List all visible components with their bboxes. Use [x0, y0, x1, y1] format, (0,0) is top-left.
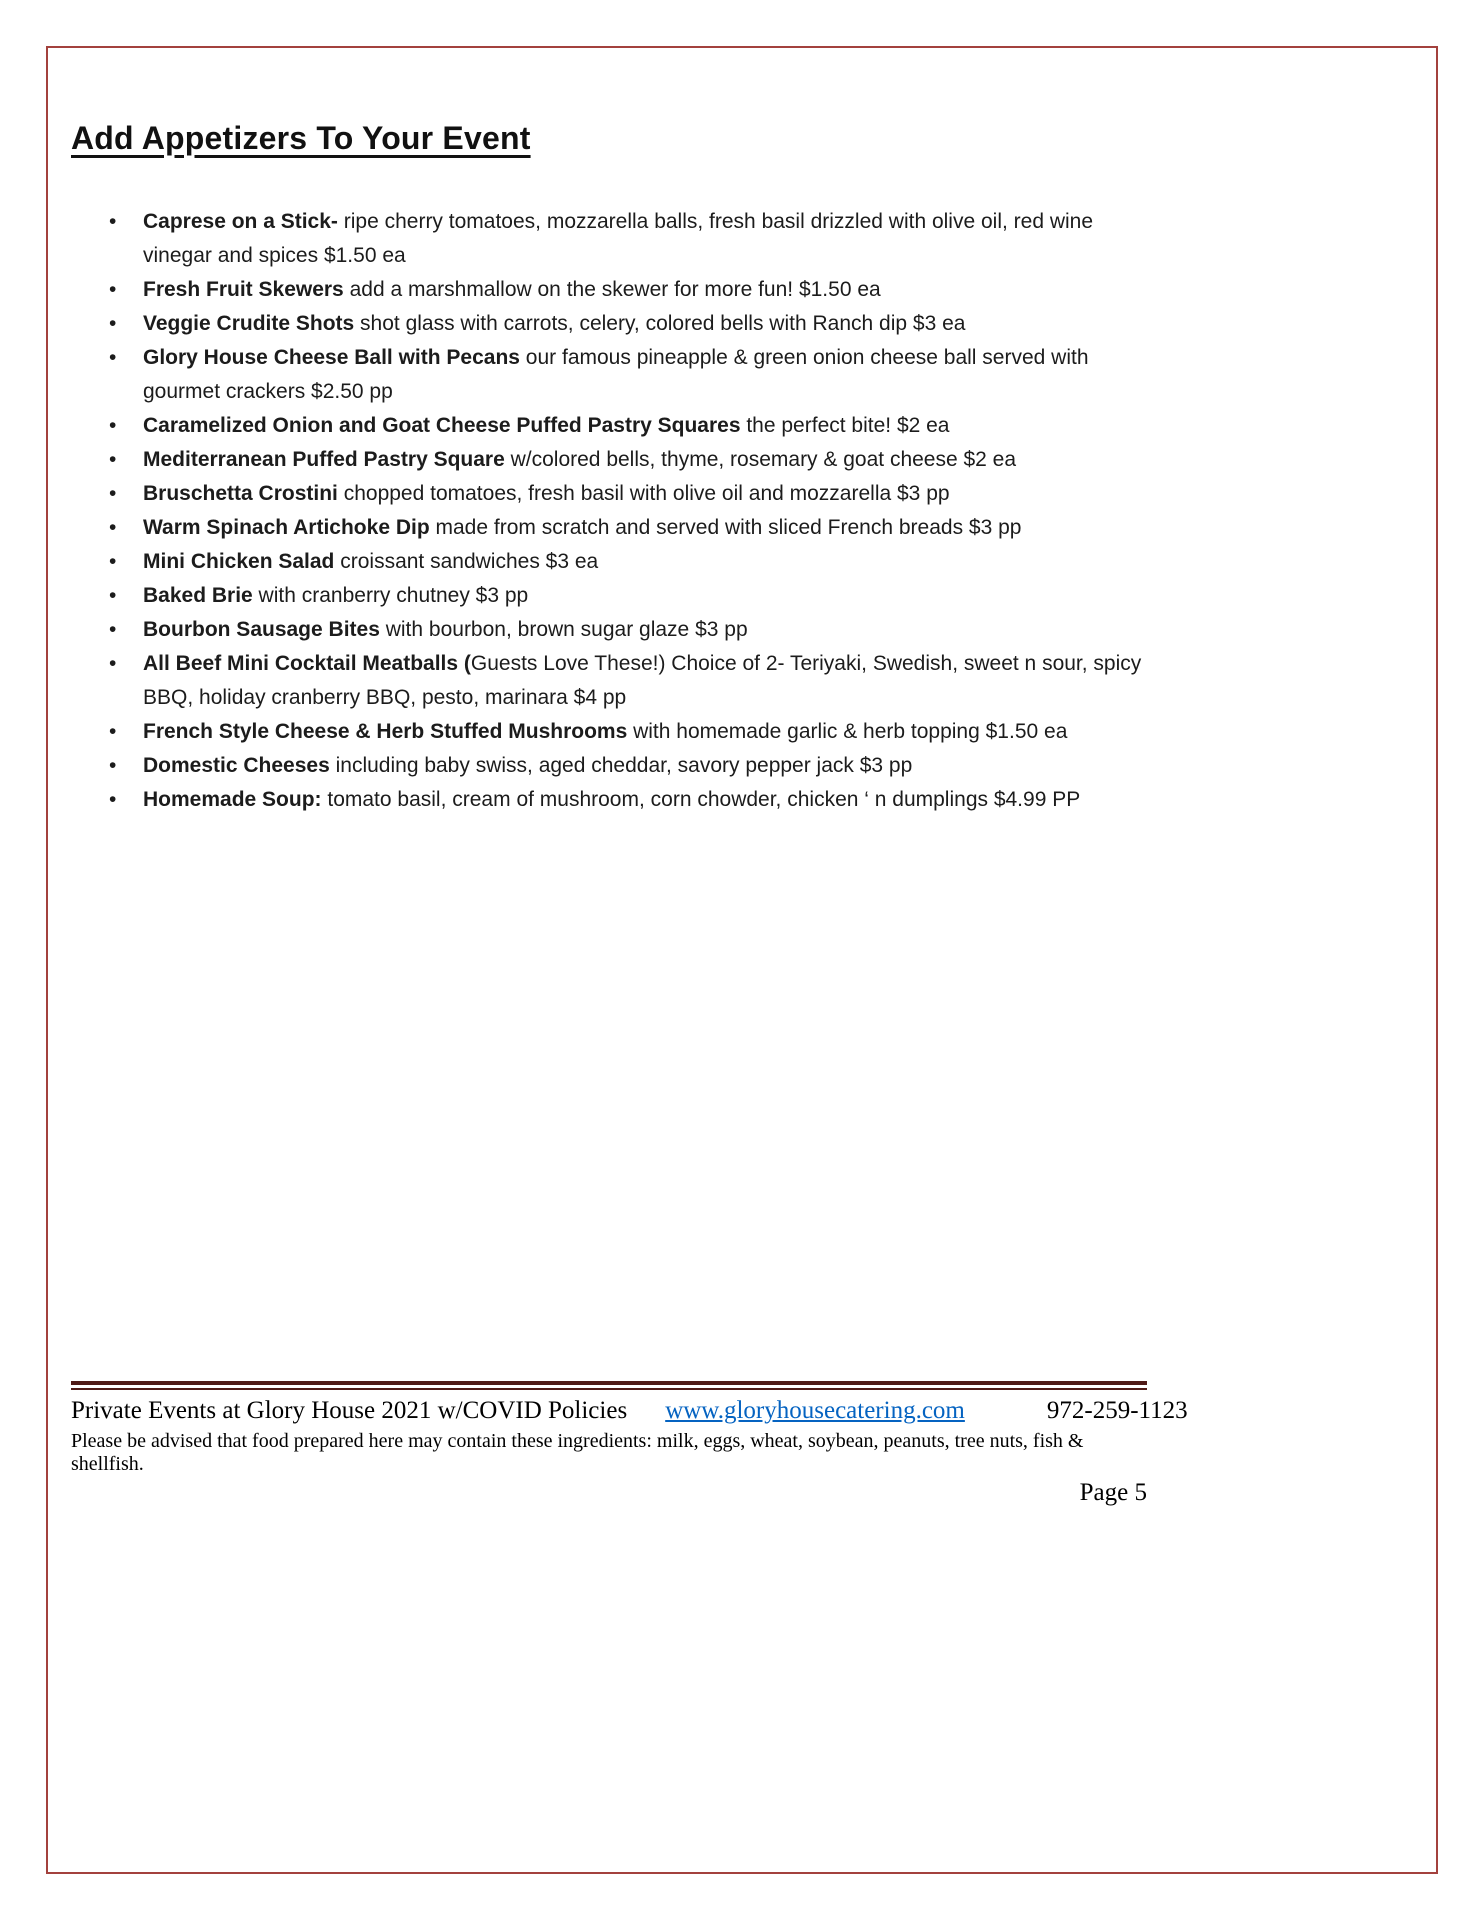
- item-name: Mediterranean Puffed Pastry Square: [143, 448, 505, 471]
- allergen-notice: Please be advised that food prepared here may contain these ingredients: milk, eggs, wheat, soybean, peanuts, tree nuts, fish & shellfish.: [71, 1430, 1084, 1475]
- item-name: Domestic Cheeses: [143, 754, 330, 777]
- list-item: [71, 613, 1156, 647]
- list-item: [71, 749, 1156, 783]
- item-name: French Style Cheese & Herb Stuffed Mushrooms: [143, 720, 628, 743]
- item-name: Fresh Fruit Skewers: [143, 278, 344, 301]
- item-desc: including baby swiss, aged cheddar, savory pepper jack $3 pp: [329, 754, 913, 777]
- list-item: [71, 783, 1156, 817]
- item-desc: add a marshmallow on the skewer for more fun! $1.50 ea: [343, 278, 881, 301]
- list-item: [71, 443, 1156, 477]
- page-content: [71, 120, 1156, 817]
- item-desc: croissant sandwiches $3 ea: [334, 550, 599, 573]
- item-desc: our famous pineapple & green onion cheese ball served with gourmet crackers $2.50 pp: [143, 346, 1089, 403]
- list-item: [71, 307, 1156, 341]
- page-footer: [71, 1381, 1188, 1507]
- footer-website-link[interactable]: www.gloryhousecatering.com: [665, 1397, 965, 1424]
- item-desc: made from scratch and served with sliced French breads $3 pp: [429, 516, 1022, 539]
- item-desc: with homemade garlic & herb topping $1.50 ea: [627, 720, 1068, 743]
- footer-divider: [71, 1381, 1147, 1390]
- item-desc: chopped tomatoes, fresh basil with olive oil and mozzarella $3 pp: [337, 482, 950, 505]
- item-name: Bruschetta Crostini: [143, 482, 338, 505]
- item-desc: tomato basil, cream of mushroom, corn chowder, chicken ‘ n dumplings $4.99 PP: [321, 788, 1081, 811]
- list-item: [71, 341, 1156, 409]
- page-number: Page 5: [1079, 1479, 1147, 1506]
- item-desc: the perfect bite! $2 ea: [740, 414, 950, 437]
- item-desc: w/colored bells, thyme, rosemary & goat cheese $2 ea: [504, 448, 1017, 471]
- item-name: Homemade Soup:: [143, 788, 322, 811]
- item-name: Mini Chicken Salad: [143, 550, 335, 573]
- item-desc: with bourbon, brown sugar glaze $3 pp: [379, 618, 748, 641]
- list-item: [71, 409, 1156, 443]
- item-name: Veggie Crudite Shots: [143, 312, 355, 335]
- item-desc: shot glass with carrots, celery, colored bells with Ranch dip $3 ea: [354, 312, 966, 335]
- item-name: Warm Spinach Artichoke Dip: [143, 516, 430, 539]
- list-item: [71, 205, 1156, 273]
- item-desc: Guests Love These!) Choice of 2- Teriyaki, Swedish, sweet n sour, spicy BBQ, holiday cranberry BBQ, pesto, marinara $4 pp: [143, 652, 1142, 709]
- page-title: Add Appetizers To Your Event: [71, 120, 531, 156]
- item-name: Bourbon Sausage Bites: [143, 618, 380, 641]
- item-name: Caprese on a Stick-: [143, 210, 338, 233]
- list-item: [71, 545, 1156, 579]
- list-item: [71, 647, 1156, 715]
- footer-phone: 972-259-1123: [1046, 1397, 1188, 1424]
- list-item: [71, 579, 1156, 613]
- item-name: Glory House Cheese Ball with Pecans: [143, 346, 520, 369]
- item-desc: ripe cherry tomatoes, mozzarella balls, fresh basil drizzled with olive oil, red wine vinegar and spices $1.50 ea: [143, 210, 1094, 267]
- appetizer-list: [71, 205, 1156, 817]
- item-name: All Beef Mini Cocktail Meatballs (: [143, 652, 471, 675]
- footer-line1: [71, 1397, 1188, 1425]
- list-item: [71, 273, 1156, 307]
- list-item: [71, 715, 1156, 749]
- item-name: Caramelized Onion and Goat Cheese Puffed Pastry Squares: [143, 414, 741, 437]
- footer-business-text: Private Events at Glory House 2021 w/COVID Policies: [71, 1397, 628, 1424]
- item-name: Baked Brie: [143, 584, 253, 607]
- list-item: [71, 477, 1156, 511]
- item-desc: with cranberry chutney $3 pp: [252, 584, 529, 607]
- list-item: [71, 511, 1156, 545]
